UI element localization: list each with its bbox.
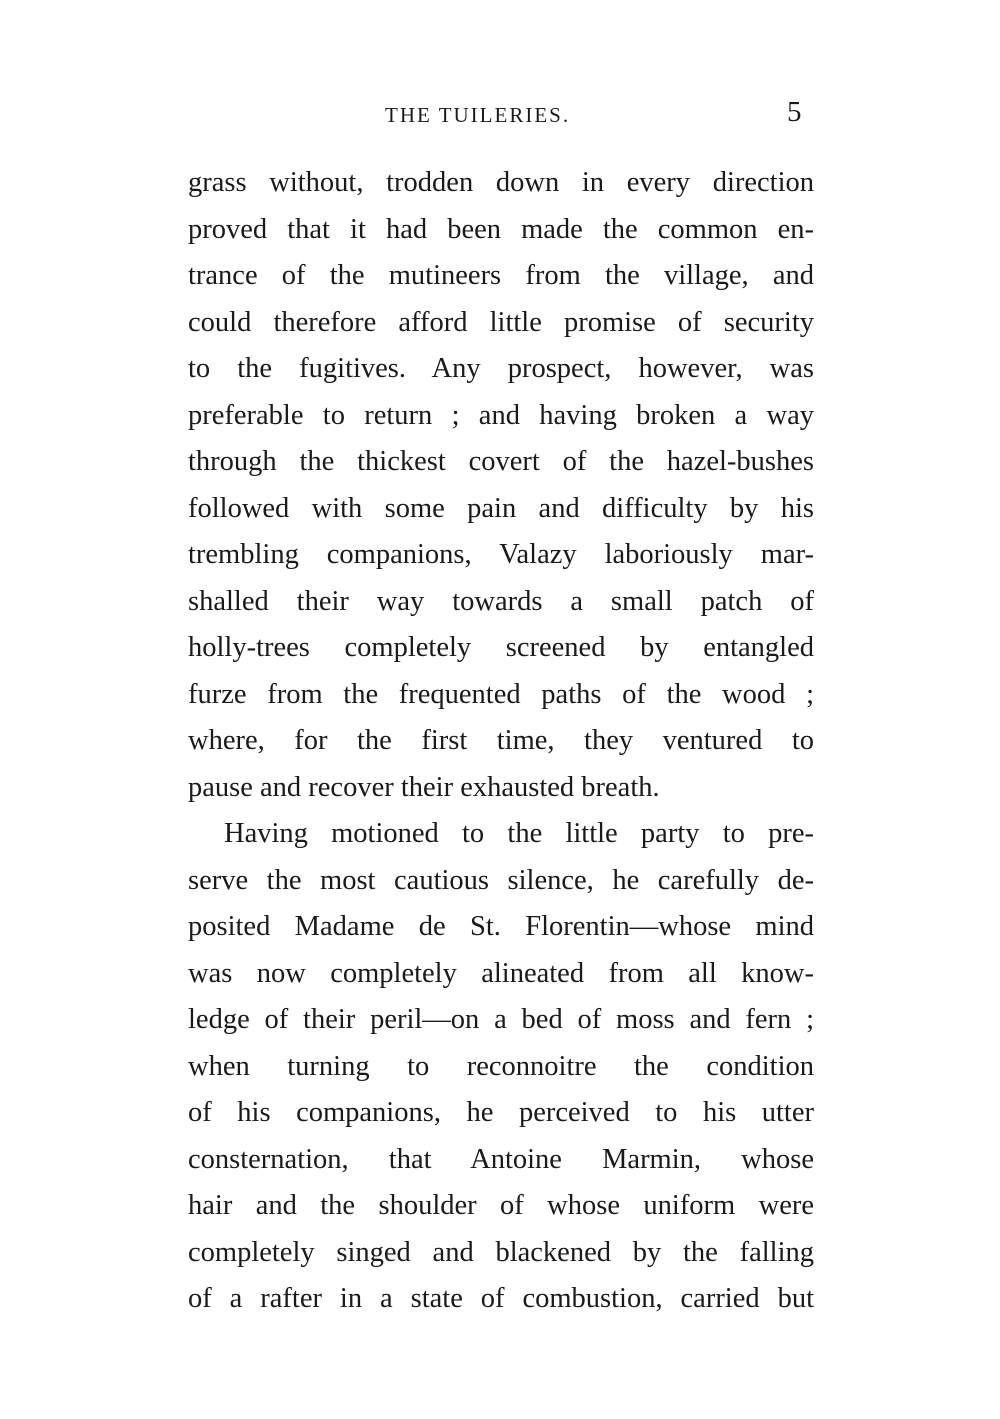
text-line: hair and the shoulder of whose uniform were (188, 1190, 814, 1221)
text-line: of a rafter in a state of combustion, carried but (188, 1283, 814, 1314)
text-line: could therefore afford little promise of security (188, 306, 814, 338)
text-line: preferable to return ; and having broken a way (188, 399, 814, 431)
text-line: through the thickest covert of the hazel-bushes (188, 446, 814, 477)
text-line: where, for the first time, they ventured to (188, 725, 814, 756)
text-line: of his companions, he perceived to his utter (188, 1097, 814, 1128)
text-line: posited Madame de St. Florentin—whose mind (188, 911, 814, 942)
text-line: shalled their way towards a small patch of (188, 585, 814, 617)
body-text (188, 160, 814, 1323)
text-line: completely singed and blackened by the falling (188, 1236, 814, 1268)
text-line: consternation, that Antoine Marmin, whose (188, 1143, 814, 1175)
paragraph-end-line: pause and recover their exhausted breath. (188, 771, 660, 803)
text-line: proved that it had been made the common en- (188, 213, 814, 245)
text-line: was now completely alineated from all know- (188, 957, 814, 989)
text-line: trembling companions, Valazy laboriously mar- (188, 539, 814, 570)
paragraph-start-line: Having motioned to the little party to pre- (224, 818, 814, 849)
text-line: holly-trees completely screened by entangled (188, 632, 814, 663)
text-line: serve the most cautious silence, he carefully de- (188, 864, 814, 896)
text-line: furze from the frequented paths of the wood ; (188, 678, 814, 710)
text-line: to the fugitives. Any prospect, however, was (188, 353, 814, 384)
running-title: THE TUILERIES. (385, 103, 571, 127)
text-line: trance of the mutineers from the village, and (188, 260, 814, 291)
page-number: 5 (787, 96, 802, 128)
text-line: ledge of their peril—on a bed of moss and fern ; (188, 1004, 814, 1035)
text-line: followed with some pain and difficulty by his (188, 492, 814, 524)
text-line: when turning to reconnoitre the condition (188, 1050, 814, 1082)
text-line: grass without, trodden down in every direction (188, 167, 814, 198)
